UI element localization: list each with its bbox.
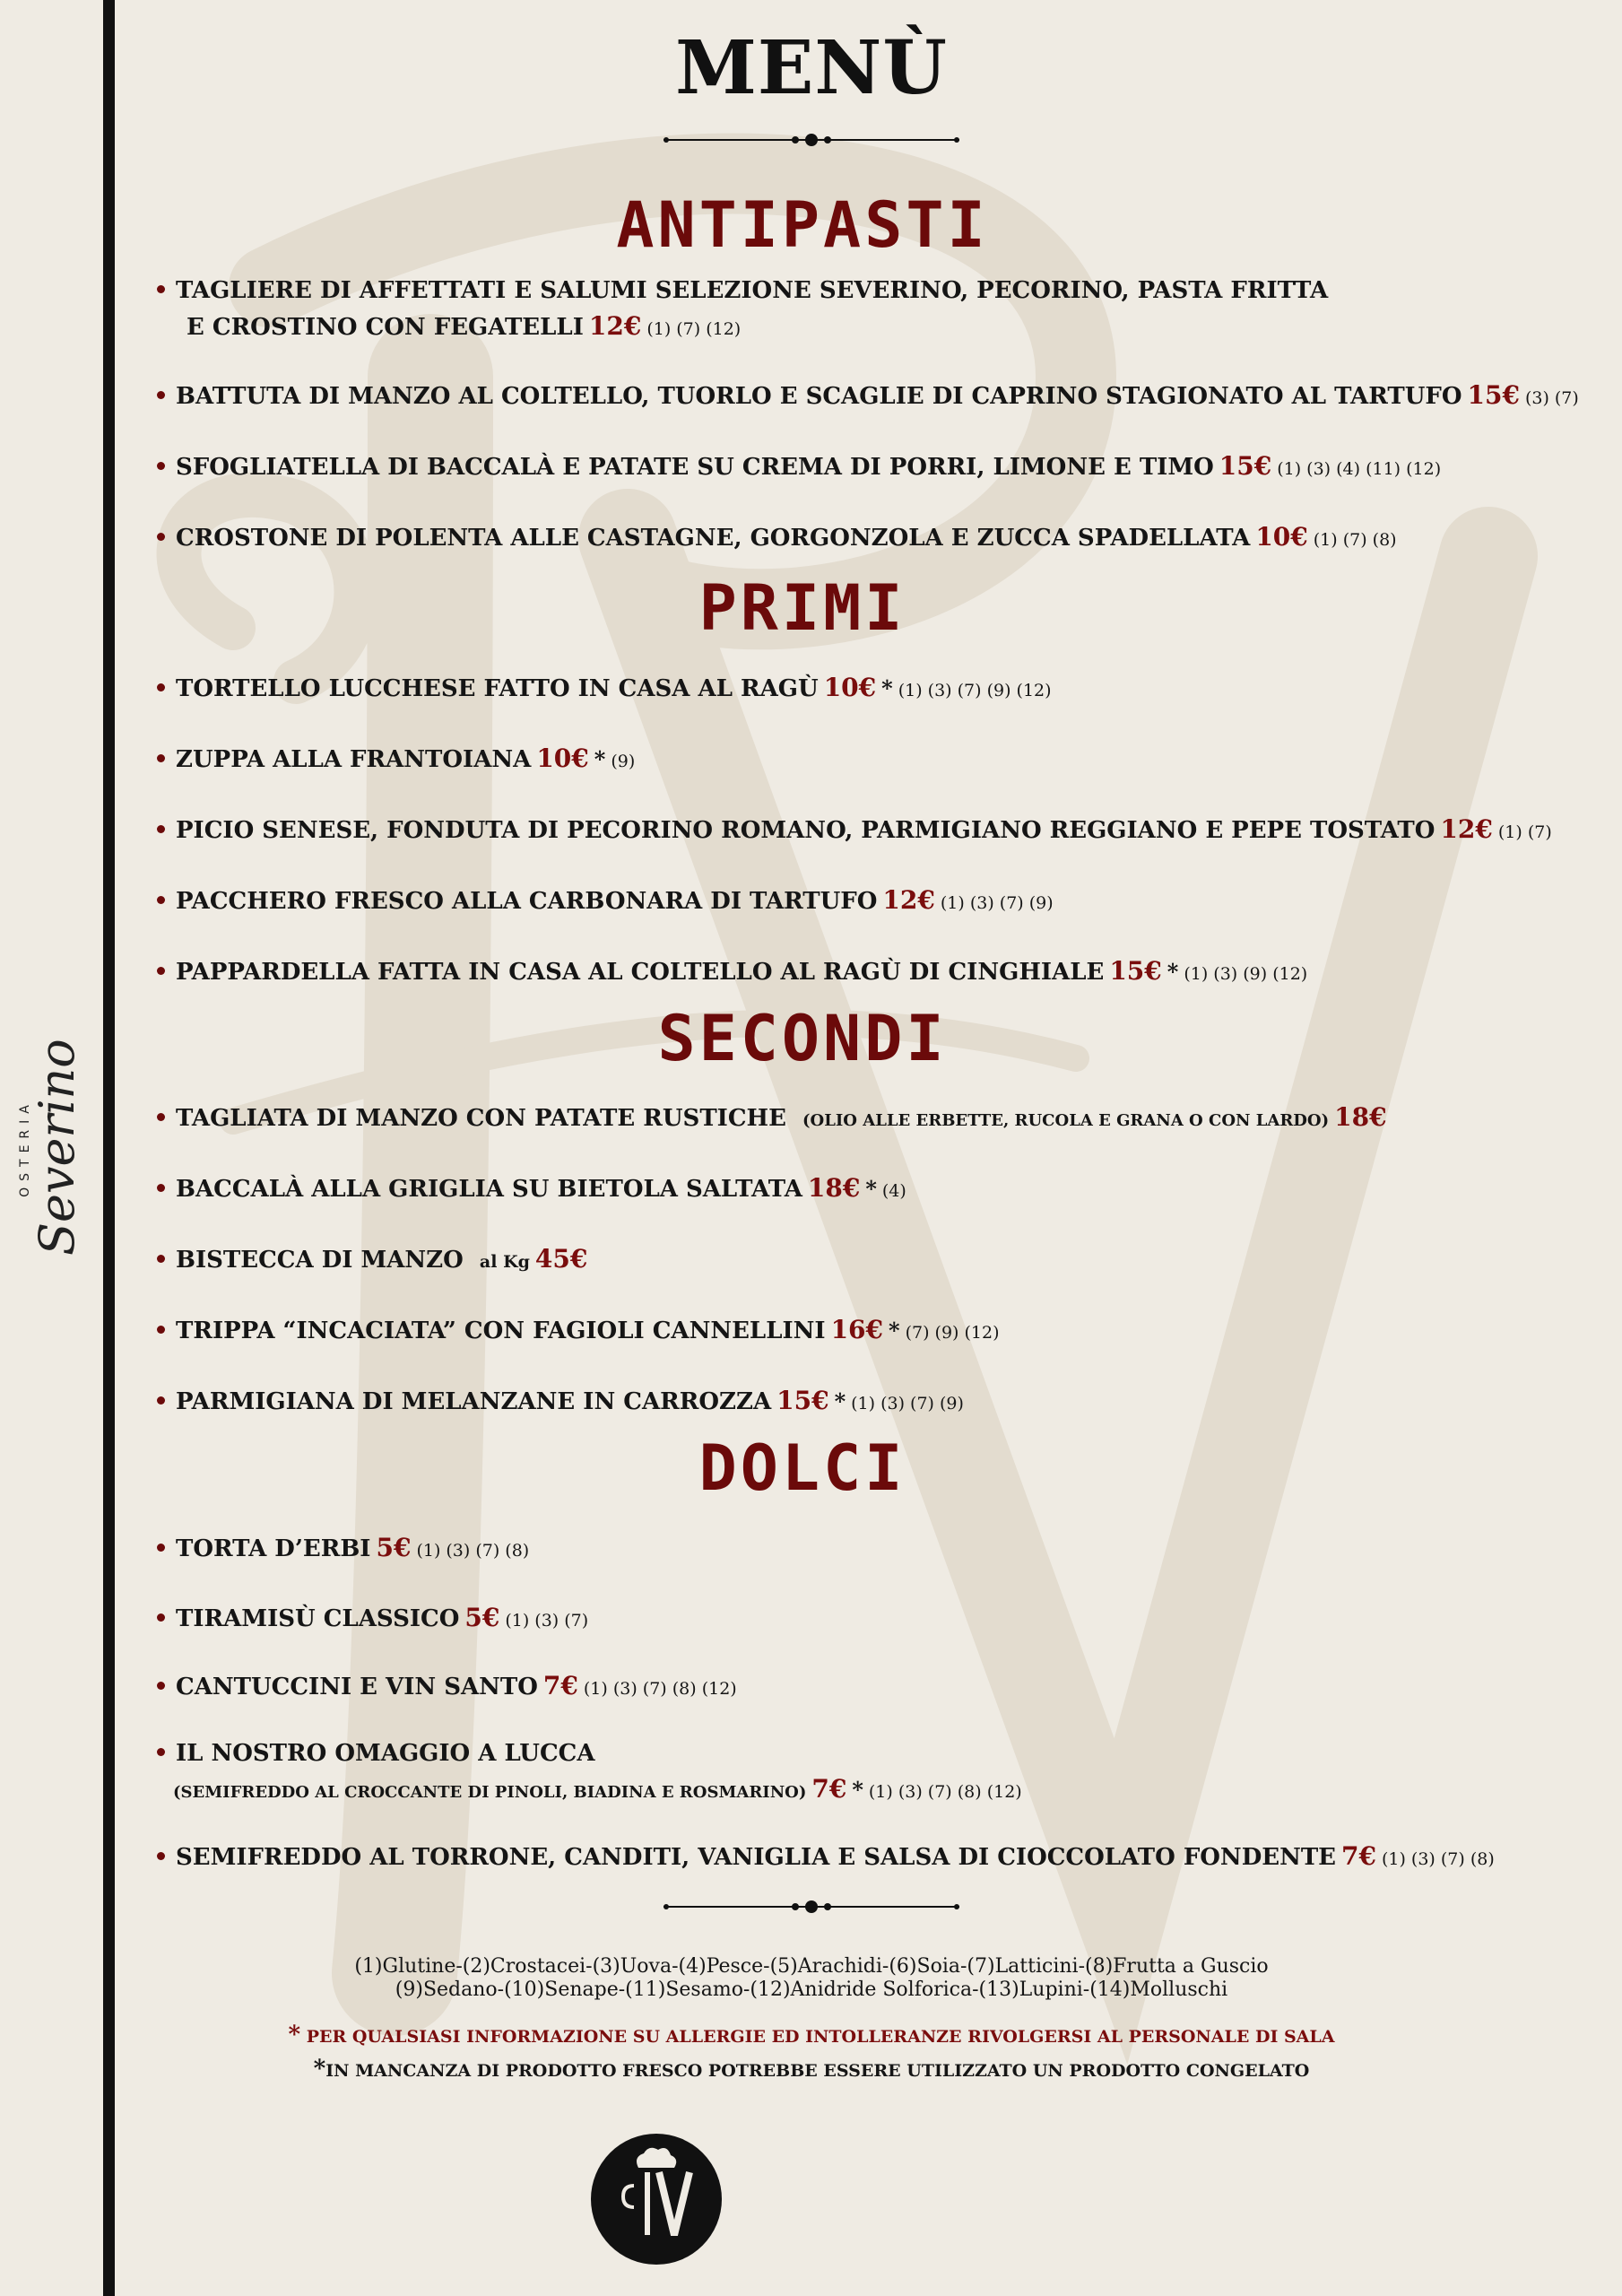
item-note: (SEMIFREDDO AL CROCCANTE DI PINOLI, BIADINA E ROSMARINO): [173, 1783, 807, 1802]
allergens: (1) (7) (12): [646, 319, 742, 339]
bullet-icon: [157, 1748, 165, 1756]
ornament-divider-icon: [664, 1898, 959, 1916]
bullet-icon: [157, 1682, 165, 1690]
price: 45€: [534, 1244, 588, 1274]
price: 15€: [1467, 380, 1520, 410]
bullet-icon: [157, 754, 165, 762]
frozen-disclaimer: *IN MANCANZA DI PRODOTTO FRESCO POTREBBE ESSERE UTILIZZATO UN PRODOTTO CONGELATO: [313, 2056, 1310, 2083]
brand-sidebar: [0, 1040, 99, 1256]
price: 15€: [1109, 956, 1162, 986]
price: 10€: [536, 744, 589, 773]
price: 15€: [776, 1386, 829, 1415]
ornament-divider-icon: [664, 131, 959, 149]
bullet-icon: [157, 1396, 165, 1405]
frozen-star: *: [889, 1318, 900, 1344]
allergens: (1) (3) (7) (9): [851, 1394, 964, 1413]
menu-item: BISTECCA DI MANZO al Kg 45€: [157, 1241, 1592, 1280]
menu-item: SFOGLIATELLA DI BACCALÀ E PATATE SU CREMA DI PORRI, LIMONE E TIMO 15€ (1) (3) (4) (11) (12): [157, 448, 1592, 487]
price: 7€: [1341, 1841, 1376, 1871]
allergens: (7) (9) (12): [905, 1323, 1000, 1343]
price: 5€: [464, 1603, 500, 1632]
allergens: (1) (3) (7) (8): [1381, 1849, 1495, 1869]
allergens: (1) (3) (7) (8) (12): [583, 1679, 737, 1699]
brand-name: Severino: [29, 1039, 85, 1256]
brand-small-label: OSTERIA: [18, 1099, 32, 1197]
menu-item: PACCHERO FRESCO ALLA CARBONARA DI TARTUFO 12€ (1) (3) (7) (9): [157, 883, 1592, 921]
menu-item: TAGLIATA DI MANZO CON PATATE RUSTICHE (OLIO ALLE ERBETTE, RUCOLA E GRANA O CON LARDO) 18€: [157, 1100, 1592, 1139]
disclaimer-star: *: [288, 2022, 301, 2048]
menu-item: BATTUTA DI MANZO AL COLTELLO, TUORLO E SCAGLIE DI CAPRINO STAGIONATO AL TARTUFO 15€ (3) (7): [157, 378, 1592, 416]
allergy-disclaimer: * PER QUALSIASI INFORMAZIONE SU ALLERGIE ED INTOLLERANZE RIVOLGERSI AL PERSONALE DI SALA: [288, 2022, 1335, 2048]
menu-item: PARMIGIANA DI MELANZANE IN CARROZZA 15€ * (1) (3) (7) (9): [157, 1383, 1592, 1422]
bullet-icon: [157, 1544, 165, 1552]
bullet-icon: [157, 1255, 165, 1263]
frozen-star: *: [594, 746, 606, 772]
menu-item: PICIO SENESE, FONDUTA DI PECORINO ROMANO, PARMIGIANO REGGIANO E PEPE TOSTATO 12€ (1) (7): [157, 812, 1592, 850]
menu-item: TAGLIERE DI AFFETTATI E SALUMI SELEZIONE SEVERINO, PECORINO, PASTA FRITTA E CROSTINO CON FEGATELLI 12€ (1) (7) (12): [157, 273, 1592, 347]
bullet-icon: [157, 1184, 165, 1192]
section-heading-secondi: SECONDI: [657, 1002, 948, 1075]
vertical-rule: [103, 0, 115, 2296]
price: 7€: [811, 1774, 847, 1804]
bullet-icon: [157, 533, 165, 541]
section-heading-dolci: DOLCI: [698, 1431, 906, 1505]
allergens: (1) (3) (7) (9): [940, 893, 1054, 913]
allergens: (9): [611, 752, 636, 771]
price: 18€: [1334, 1102, 1387, 1132]
menu-item: BACCALÀ ALLA GRIGLIA SU BIETOLA SALTATA 18€ * (4): [157, 1170, 1592, 1209]
frozen-star: *: [852, 1777, 863, 1803]
price: 12€: [1440, 814, 1493, 844]
allergen-legend-line: (9)Sedano-(10)Senape-(11)Sesamo-(12)Anidride Solforica-(13)Lupini-(14)Molluschi: [395, 1979, 1228, 2001]
menu-item: TRIPPA “INCACIATA” CON FAGIOLI CANNELLINI 16€ * (7) (9) (12): [157, 1312, 1592, 1351]
frozen-star: *: [834, 1388, 846, 1414]
menu-item: TIRAMISÙ CLASSICO 5€ (1) (3) (7): [157, 1600, 1592, 1639]
section-heading-antipasti: ANTIPASTI: [616, 188, 989, 262]
allergens: (1) (3) (7) (8): [416, 1541, 530, 1561]
allergens: (1) (3) (9) (12): [1184, 964, 1308, 984]
bullet-icon: [157, 1852, 165, 1860]
page-title: MENÙ: [675, 25, 948, 111]
frozen-star: *: [1167, 959, 1179, 985]
item-note: (OLIO ALLE ERBETTE, RUCOLA E GRANA O CON LARDO): [802, 1111, 1330, 1130]
allergens: (3) (7): [1524, 388, 1579, 408]
bullet-icon: [157, 967, 165, 975]
price: 10€: [823, 673, 877, 702]
bullet-icon: [157, 462, 165, 470]
price: 5€: [376, 1533, 412, 1562]
price: 12€: [588, 311, 642, 341]
bullet-icon: [157, 1613, 165, 1622]
allergens: (1) (3) (7): [505, 1611, 589, 1631]
frozen-star: *: [881, 675, 893, 701]
price: 10€: [1255, 522, 1308, 552]
allergens: (1) (7) (8): [1313, 530, 1397, 550]
menu-item: CROSTONE DI POLENTA ALLE CASTAGNE, GORGONZOLA E ZUCCA SPADELLATA 10€ (1) (7) (8): [157, 519, 1592, 558]
disclaimer-star: *: [313, 2056, 326, 2083]
menu-item: ZUPPA ALLA FRANTOIANA 10€ * (9): [157, 741, 1592, 779]
osteria-logo-icon: [589, 2132, 724, 2266]
bullet-icon: [157, 391, 165, 399]
price: 12€: [882, 885, 935, 915]
item-note: al Kg: [479, 1252, 530, 1272]
price: 18€: [807, 1173, 861, 1203]
bullet-icon: [157, 1326, 165, 1334]
bullet-icon: [157, 285, 165, 293]
menu-item: PAPPARDELLA FATTA IN CASA AL COLTELLO AL RAGÙ DI CINGHIALE 15€ * (1) (3) (9) (12): [157, 953, 1592, 992]
bullet-icon: [157, 825, 165, 833]
menu-item: TORTELLO LUCCHESE FATTO IN CASA AL RAGÙ 10€ * (1) (3) (7) (9) (12): [157, 670, 1592, 709]
allergens: (1) (3) (7) (8) (12): [868, 1782, 1022, 1802]
price: 16€: [830, 1315, 884, 1344]
allergens: (1) (7): [1497, 822, 1552, 842]
frozen-star: *: [865, 1176, 877, 1202]
bullet-icon: [157, 1113, 165, 1121]
allergens: (4): [881, 1181, 906, 1201]
allergens: (1) (3) (4) (11) (12): [1277, 459, 1442, 479]
allergen-legend-line: (1)Glutine-(2)Crostacei-(3)Uova-(4)Pesce-(5)Arachidi-(6)Soia-(7)Latticini-(8)Frutta a Guscio: [354, 1955, 1269, 1978]
allergen-legend: [157, 1955, 1466, 2002]
price: 15€: [1219, 451, 1272, 481]
bullet-icon: [157, 896, 165, 904]
bullet-icon: [157, 683, 165, 691]
section-heading-primi: PRIMI: [698, 571, 906, 645]
price: 7€: [542, 1671, 578, 1700]
menu-item: TORTA D’ERBI 5€ (1) (3) (7) (8): [157, 1530, 1592, 1569]
menu-item: SEMIFREDDO AL TORRONE, CANDITI, VANIGLIA E SALSA DI CIOCCOLATO FONDENTE 7€ (1) (3) (7) (8): [157, 1839, 1592, 1877]
menu-item: CANTUCCINI E VIN SANTO 7€ (1) (3) (7) (8) (12): [157, 1668, 1592, 1707]
menu-item: IL NOSTRO OMAGGIO A LUCCA (SEMIFREDDO AL CROCCANTE DI PINOLI, BIADINA E ROSMARINO) 7€ * (1) (3) (7) (8) (12): [157, 1735, 1592, 1811]
allergens: (1) (3) (7) (9) (12): [898, 681, 1052, 700]
